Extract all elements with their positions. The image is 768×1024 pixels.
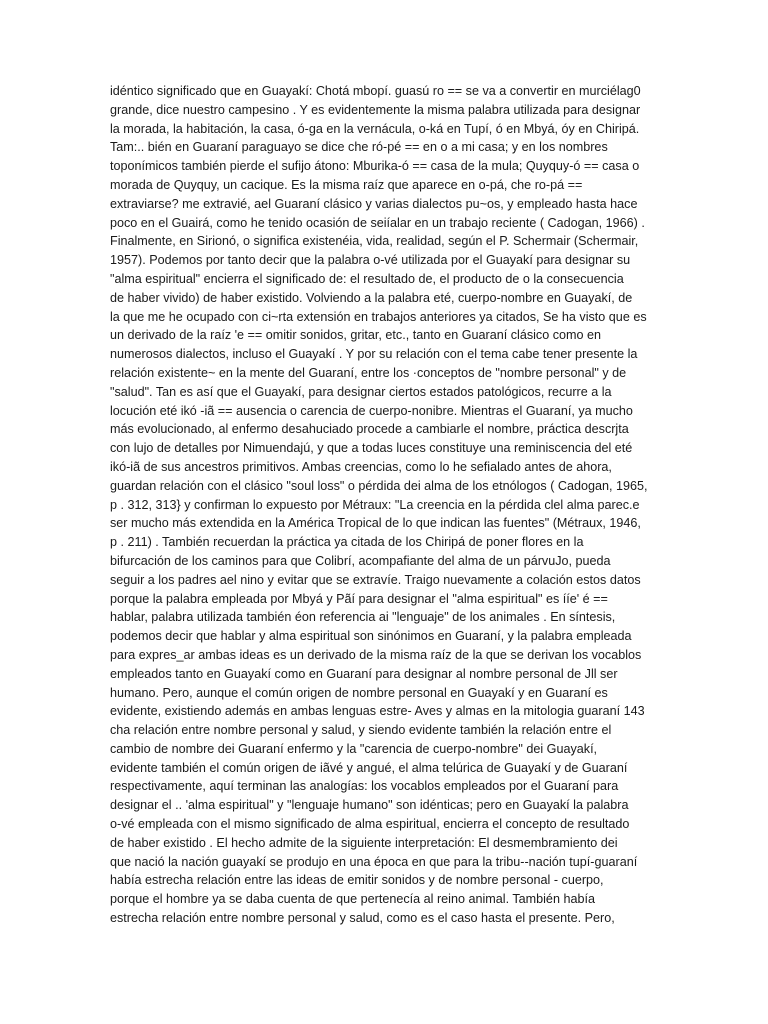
text-line: idéntico significado que en Guayakí: Chotá mbopí. guasú ro == se va a convertir en murciélag0 xyxy=(110,84,641,98)
text-line: humano. Pero, aunque el común origen de nombre personal en Guayakí y en Guaraní es xyxy=(110,685,608,700)
text-line: bifurcación de los caminos para que Colibrí, acompafiante del alma de un párvuJo, pueda xyxy=(110,553,611,568)
text-line: seguir a los padres ael nino y evitar que se extravíe. Traigo nuevamente a colación estos datos xyxy=(110,572,641,587)
text-line: estrecha relación entre nombre personal y salud, como es el caso hasta el presente. Pero, xyxy=(110,911,615,926)
text-line: evidente también el común origen de iãvé y angué, el alma telúrica de Guayakí y de Guaraní xyxy=(110,760,628,775)
text-line: la que me he ocupado con ci~rta extensión en trabajos anteriores ya citados, Se ha visto que es xyxy=(110,309,647,324)
text-line: evidente, existiendo además en ambas lenguas estre- Aves y almas en la mitologia guaraní 143 xyxy=(110,704,645,719)
text-line: ser mucho más extendida en la América Tropical de lo que indican las fuentes" (Métraux, 1946, xyxy=(110,516,641,531)
text-line: más evolucionado, al enfermo desahuciado procede a cambiarle el nombre, práctica descrjta xyxy=(110,422,629,437)
text-line: numerosos dialectos, incluso el Guayakí . Y por su relación con el tema cabe tener presente la xyxy=(110,347,638,362)
text-line: extraviarse? me extravié, ael Guaraní clásico y varias dialectos pu~os, y empleado hasta hace xyxy=(110,196,638,211)
text-line: locución eté ikó -iã == ausencia o carencia de cuerpo-nonibre. Mientras el Guaraní, ya mucho xyxy=(110,403,633,418)
text-line: guardan relación con el clásico "soul loss" o pérdida dei alma de los etnólogos ( Cadogan, 1965, xyxy=(110,478,648,493)
text-line: relación existente~ en la mente del Guaraní, entre los ·conceptos de "nombre personal" y de xyxy=(110,365,627,380)
text-line: respectivamente, aquí terminan las analogías: los vocablos empleados por el Guaraní para xyxy=(110,779,619,794)
text-line: Tam:.. bién en Guaraní paraguayo se dice che ró-pé == en o a mi casa; y en los nombres xyxy=(110,140,608,155)
text-line: 1957). Podemos por tanto decir que la palabra o-vé utilizada por el Guayakí para designar su xyxy=(110,253,631,268)
text-line: grande, dice nuestro campesino . Y es evidentemente la misma palabra utilizada para designar xyxy=(110,102,641,117)
text-line: porque el hombre ya se daba cuenta de que pertenecía al reino animal. También había xyxy=(110,892,595,907)
body-paragraph xyxy=(110,82,670,928)
text-line: p . 211) . También recuerdan la práctica ya citada de los Chiripá de poner flores en la xyxy=(110,535,584,550)
text-line: toponímicos también pierde el sufijo átono: Mburika-ó == casa de la mula; Quyquy-ó == casa o xyxy=(110,159,640,174)
text-line: hablar, palabra utilizada también éon referencia ai "lenguaje" de los animales . En síntesis, xyxy=(110,610,616,625)
text-line: designar el .. 'alma espiritual" y "lenguaje humano" son idénticas; pero en Guayakí la palabra xyxy=(110,798,629,813)
text-line: podemos decir que hablar y alma espiritual son sinónimos en Guaraní, y la palabra empleada xyxy=(110,629,632,644)
text-line: porque la palabra empleada por Mbyá y Pãí para designar el "alma espiritual" es ííe' é == xyxy=(110,591,608,606)
text-line: para expres_ar ambas ideas es un derivado de la misma raíz de la que se derivan los vocablos xyxy=(110,647,642,662)
text-line: o-vé empleada con el mismo significado de alma espiritual, encierra el concepto de resultado xyxy=(110,817,630,832)
text-line: de haber vivido) de haber existido. Volviendo a la palabra eté, cuerpo-nombre en Guayakí, de xyxy=(110,290,633,305)
text-line: ikó-iã de sus ancestros primitivos. Ambas creencias, como lo he sefialado antes de ahora, xyxy=(110,459,612,474)
text-line: que nació la nación guayakí se produjo en una época en que para la tribu--nación tupí-guaraní xyxy=(110,854,638,869)
text-line: cambio de nombre dei Guaraní enfermo y la "carencia de cuerpo-nombre" dei Guayakí, xyxy=(110,741,598,756)
text-line: un derivado de la raíz 'e == omitir sonidos, gritar, etc., tanto en Guaraní clásico como en xyxy=(110,328,602,343)
text-line: p . 312, 313} y confirman lo expuesto por Métraux: "La creencia en la pérdida clel alma parec.e xyxy=(110,497,640,512)
text-line: poco en el Guairá, como he tenido ocasión de seiíalar en un trabajo reciente ( Cadogan, 1966) . xyxy=(110,215,645,230)
text-line: empleados tanto en Guayakí como en Guaraní para designar al nombre personal de Jll ser xyxy=(110,666,618,681)
text-line: la morada, la habitación, la casa, ó-ga en la vernácula, o-ká en Tupí, ó en Mbyá, óy en Chiripá. xyxy=(110,121,640,136)
text-line: de haber existido . El hecho admite de la siguiente interpretación: El desmembramiento dei xyxy=(110,835,618,850)
text-line: con lujo de detalles por Nimuendajú, y que a todas luces constituye una reminiscencia del eté xyxy=(110,441,633,456)
text-line: "salud". Tan es así que el Guayakí, para designar ciertos estados patológicos, recurre a la xyxy=(110,384,612,399)
text-line: Finalmente, en Sirionó, o significa existenéia, vida, realidad, según el P. Schermair (Schermair, xyxy=(110,234,639,249)
text-line: "alma espiritual" encierra el significado de: el resultado de, el producto de o la consecuencia xyxy=(110,271,624,286)
text-line: había estrecha relación entre las ideas de emitir sonidos y de nombre personal - cuerpo, xyxy=(110,873,604,888)
text-line: cha relación entre nombre personal y salud, y siendo evidente también la relación entre el xyxy=(110,723,612,738)
text-line: morada de Quyquy, un cacique. Es la misma raíz que aparece en o-pá, che ro-pá == xyxy=(110,177,583,192)
